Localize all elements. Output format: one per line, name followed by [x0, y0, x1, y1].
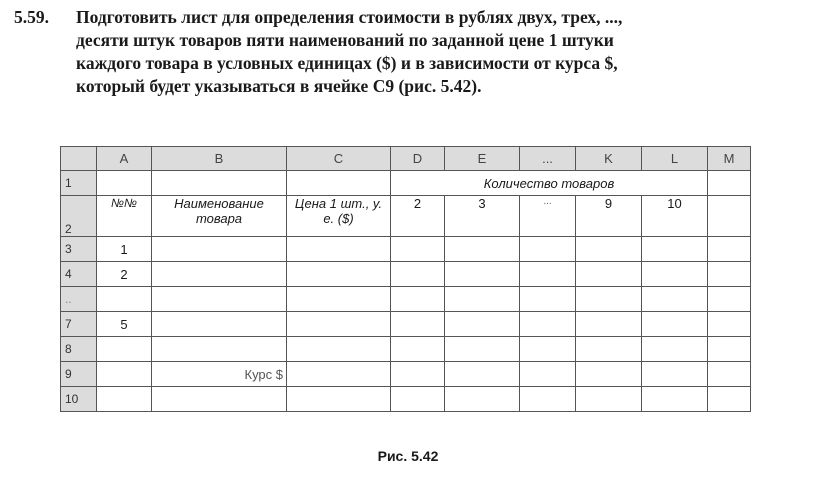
cell	[391, 312, 445, 337]
col-header-b: B	[152, 147, 287, 171]
cell	[445, 362, 520, 387]
exchange-rate-value-cell	[287, 362, 391, 387]
number-header-cell: №№	[97, 196, 152, 237]
item-number-cell: 2	[97, 262, 152, 287]
cell	[642, 337, 708, 362]
cell	[642, 312, 708, 337]
cell	[391, 387, 445, 412]
cell	[708, 171, 751, 196]
problem-number: 5.59.	[14, 7, 49, 27]
cell	[97, 337, 152, 362]
row-1	[61, 171, 751, 196]
cell	[708, 312, 751, 337]
cell	[576, 262, 642, 287]
cell	[708, 387, 751, 412]
cell	[97, 171, 152, 196]
cell	[287, 312, 391, 337]
row-number: 10	[61, 387, 97, 412]
problem-line-3: каждого товара в условных единицах ($) и в зависимости от курса $,	[76, 53, 618, 73]
cell	[152, 287, 287, 312]
cell	[708, 337, 751, 362]
cell	[391, 237, 445, 262]
cell	[708, 362, 751, 387]
quantity-9-cell: 9	[576, 196, 642, 237]
row-3	[61, 237, 751, 262]
cell	[445, 337, 520, 362]
cell	[576, 237, 642, 262]
cell	[708, 237, 751, 262]
column-header-row	[61, 147, 751, 171]
row-number: 9	[61, 362, 97, 387]
col-header-m: M	[708, 147, 751, 171]
corner-cell	[61, 147, 97, 171]
row-2	[61, 196, 751, 237]
row-8	[61, 337, 751, 362]
row-ellipsis	[61, 287, 751, 312]
cell	[445, 312, 520, 337]
cell	[708, 262, 751, 287]
row-10	[61, 387, 751, 412]
cell	[642, 262, 708, 287]
cell	[708, 287, 751, 312]
problem-line-4: который будет указываться в ячейке С9 (рис. 5.42).	[76, 76, 482, 96]
cell	[642, 237, 708, 262]
spreadsheet-figure	[60, 146, 751, 412]
cell	[520, 287, 576, 312]
price-header-cell: Цена 1 шт., у. е. ($)	[287, 196, 391, 237]
problem-statement	[14, 6, 804, 98]
exchange-rate-label-cell: Курс $	[152, 362, 287, 387]
col-header-d: D	[391, 147, 445, 171]
cell	[642, 387, 708, 412]
quantity-3-cell: 3	[445, 196, 520, 237]
row-number: 7	[61, 312, 97, 337]
cell	[576, 287, 642, 312]
cell	[152, 387, 287, 412]
cell	[391, 337, 445, 362]
cell	[97, 387, 152, 412]
cell	[520, 362, 576, 387]
col-header-a: A	[97, 147, 152, 171]
cell	[708, 196, 751, 237]
quantity-header-cell: Количество товаров	[391, 171, 708, 196]
col-header-c: C	[287, 147, 391, 171]
item-number-cell: 1	[97, 237, 152, 262]
cell	[576, 312, 642, 337]
row-number: ..	[61, 287, 97, 312]
cell	[97, 362, 152, 387]
problem-line-2: десяти штук товаров пяти наименований по заданной цене 1 штуки	[76, 30, 614, 50]
quantity-2-cell: 2	[391, 196, 445, 237]
cell	[520, 262, 576, 287]
cell	[445, 237, 520, 262]
row-number: 3	[61, 237, 97, 262]
col-header-l: L	[642, 147, 708, 171]
row-number: 4	[61, 262, 97, 287]
cell	[642, 362, 708, 387]
row-number: 8	[61, 337, 97, 362]
cell	[642, 287, 708, 312]
cell	[287, 337, 391, 362]
cell	[152, 171, 287, 196]
cell	[520, 312, 576, 337]
col-header-dots: ...	[520, 147, 576, 171]
cell	[152, 262, 287, 287]
figure-caption: Рис. 5.42	[377, 448, 439, 464]
cell	[445, 287, 520, 312]
cell	[391, 287, 445, 312]
cell	[576, 387, 642, 412]
quantity-dots-cell: ...	[520, 196, 576, 237]
row-9	[61, 362, 751, 387]
item-number-cell: 5	[97, 312, 152, 337]
cell	[152, 237, 287, 262]
cell	[152, 312, 287, 337]
cell	[97, 287, 152, 312]
quantity-10-cell: 10	[642, 196, 708, 237]
col-header-k: K	[576, 147, 642, 171]
cell	[287, 287, 391, 312]
cell	[287, 262, 391, 287]
cell	[287, 171, 391, 196]
row-4	[61, 262, 751, 287]
cell	[287, 387, 391, 412]
row-7	[61, 312, 751, 337]
cell	[391, 362, 445, 387]
cell	[520, 387, 576, 412]
cell	[287, 237, 391, 262]
row-number: 1	[61, 171, 97, 196]
cell	[520, 337, 576, 362]
cell	[576, 362, 642, 387]
cell	[445, 387, 520, 412]
row-number: 2	[61, 196, 97, 237]
cell	[576, 337, 642, 362]
col-header-e: E	[445, 147, 520, 171]
cell	[391, 262, 445, 287]
problem-line-1: 5.59. Подготовить лист для определения стоимости в рублях двух, трех, ...,	[14, 7, 623, 27]
cell	[152, 337, 287, 362]
name-header-cell: Наименование товара	[152, 196, 287, 237]
cell	[520, 237, 576, 262]
cell	[445, 262, 520, 287]
